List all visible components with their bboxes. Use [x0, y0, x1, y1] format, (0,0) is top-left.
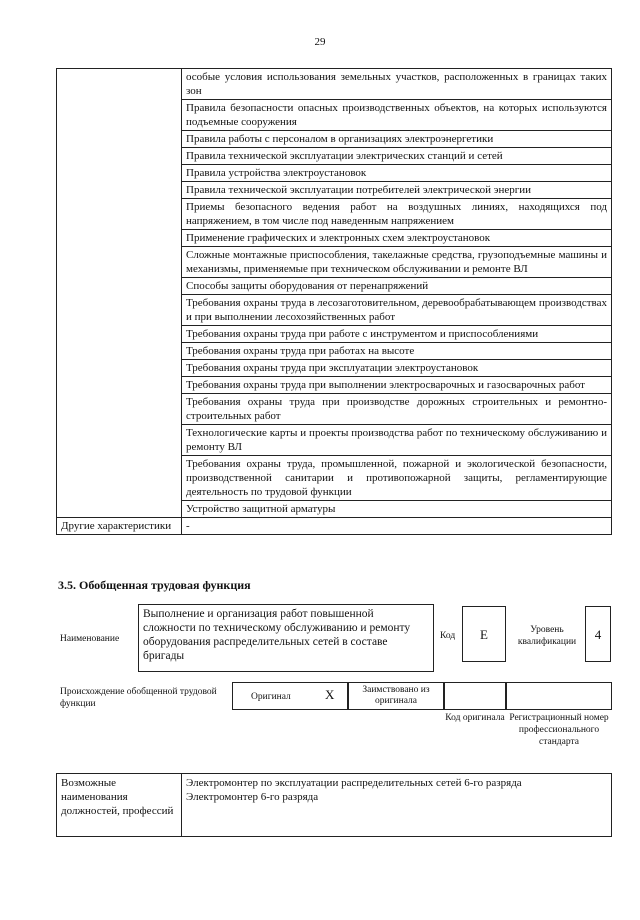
origin-row	[232, 682, 612, 710]
origin-label: Происхождение обобщенной трудовой функции	[60, 687, 217, 709]
function-name-value: Выполнение и организация работ повышенной сложности по техническому обслуживанию и ремонту оборудования распределительных сетей в составе бригады	[138, 604, 434, 672]
requirement-item: Требования охраны труда, промышленной, пожарной и экологической безопасности, производственной санитарии и противопожарной защиты, регламентирующие деятельность по трудовой функции	[182, 456, 612, 501]
requirement-item: Правила устройства электроустановок	[182, 165, 612, 182]
requirement-item: Требования охраны труда при выполнении электросварочных и газосварочных работ	[182, 377, 612, 394]
other-characteristics-label: Другие характеристики	[57, 518, 182, 535]
positions-table	[56, 773, 612, 837]
requirements-table	[56, 68, 612, 535]
requirement-item: Требования охраны труда при работах на высоте	[182, 343, 612, 360]
name-label: Наименование	[60, 634, 120, 644]
requirement-item: особые условия использования земельных участков, расположенных в границах таких зон	[182, 69, 612, 100]
requirement-item: Применение графических и электронных схем электроустановок	[182, 230, 612, 247]
requirement-item: Правила безопасности опасных производственных объектов, на которых используются подъемные сооружения	[182, 100, 612, 131]
other-characteristics-value: -	[182, 518, 612, 535]
original-mark: X	[325, 687, 335, 702]
requirement-item: Требования охраны труда в лесозаготовительном, деревообрабатывающем производствах и при выполнении лесохозяйственных работ	[182, 295, 612, 326]
requirements-left-cell	[57, 69, 182, 518]
requirement-item: Правила технической эксплуатации электрических станций и сетей	[182, 148, 612, 165]
page-number: 29	[314, 36, 326, 48]
requirement-item: Правила технической эксплуатации потребителей электрической энергии	[182, 182, 612, 199]
code-original-cell	[444, 682, 506, 710]
requirement-item: Правила работы с персоналом в организациях электроэнергетики	[182, 131, 612, 148]
code-label: Код	[440, 631, 456, 641]
section-title: 3.5. Обобщенная трудовая функция	[58, 578, 251, 592]
reg-number-label: Регистрационный номер профессионального стандарта	[509, 713, 609, 747]
requirement-item: Технологические карты и проекты производства работ по техническому обслуживанию и ремонту ВЛ	[182, 425, 612, 456]
requirement-item: Способы защиты оборудования от перенапряжений	[182, 278, 612, 295]
requirement-item: Требования охраны труда при эксплуатации электроустановок	[182, 360, 612, 377]
requirement-item: Требования охраны труда при работе с инструментом и приспособлениями	[182, 326, 612, 343]
positions-label: Возможные наименования должностей, профессий	[57, 774, 182, 837]
code-value: E	[462, 606, 506, 662]
requirement-item: Требования охраны труда при производстве дорожных строительных и ремонтно-строительных работ	[182, 394, 612, 425]
reg-number-cell	[506, 682, 612, 710]
original-label: Оригинал	[251, 692, 291, 702]
requirement-item: Устройство защитной арматуры	[182, 501, 612, 518]
original-cell	[232, 682, 348, 710]
position-item: Электромонтер по эксплуатации распределительных сетей 6-го разряда	[186, 777, 522, 789]
positions-values	[182, 774, 612, 837]
code-original-label: Код оригинала	[445, 713, 505, 723]
level-label: Уровень квалификации	[517, 625, 577, 647]
level-value: 4	[585, 606, 611, 662]
borrowed-cell: Заимствовано из оригинала	[348, 682, 444, 710]
position-item: Электромонтер 6-го разряда	[186, 791, 319, 803]
requirement-item: Приемы безопасного ведения работ на воздушных линиях, находящихся под напряжением, в том числе под наведенным напряжением	[182, 199, 612, 230]
requirement-item: Сложные монтажные приспособления, такелажные средства, грузоподъемные машины и механизмы, применяемые при техническом обслуживании и ремонте ВЛ	[182, 247, 612, 278]
